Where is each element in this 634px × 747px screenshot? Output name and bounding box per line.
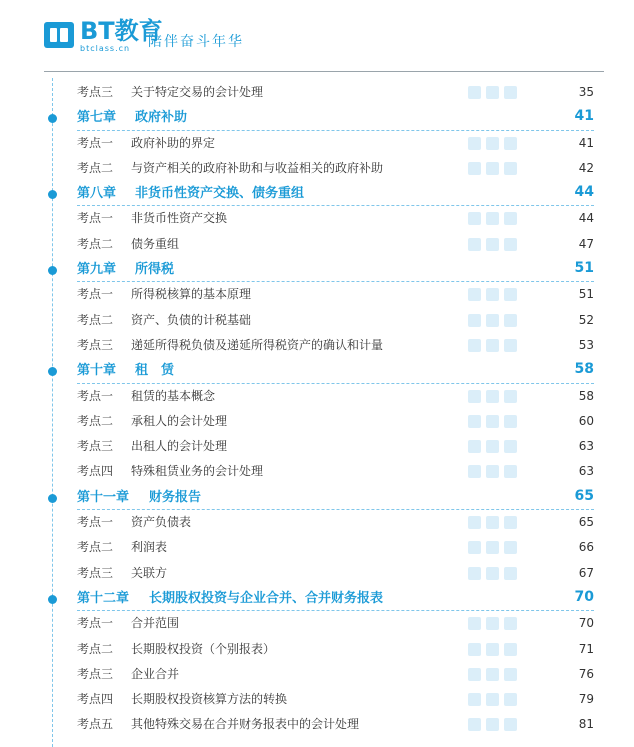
checkbox-square-icon[interactable] [504,288,517,301]
item-number: 考点三 [77,565,114,580]
toc-chapter-row[interactable] [0,257,634,282]
item-title: 债务重组 [131,236,180,251]
item-number: 考点四 [77,464,114,479]
chapter-title: 租 赁 [135,363,175,379]
page-number: 79 [578,692,594,707]
item-number: 考点一 [77,211,114,226]
item-number: 考点二 [77,312,114,327]
checkbox-square-icon[interactable] [468,314,481,327]
page-number: 58 [574,361,594,378]
page-number: 44 [578,211,594,226]
checkbox-square-icon[interactable] [504,86,517,99]
toc-item-row[interactable] [0,384,634,409]
progress-boxes [468,288,520,301]
chapter-title: 财务报告 [149,489,202,505]
checkbox-square-icon[interactable] [486,137,499,150]
checkbox-square-icon[interactable] [486,541,499,554]
checkbox-square-icon[interactable] [486,643,499,656]
item-number: 考点三 [77,666,114,681]
page-number: 63 [578,439,594,454]
checkbox-square-icon[interactable] [504,137,517,150]
page-number: 53 [578,337,594,352]
toc-chapter-row[interactable] [0,485,634,510]
checkbox-square-icon[interactable] [468,212,481,225]
chapter-number: 第十一章 [77,489,130,505]
toc-item-row[interactable] [0,232,634,257]
toc-item-row[interactable] [0,535,634,560]
timeline-dot-icon [48,114,57,123]
progress-boxes [468,415,520,428]
checkbox-square-icon[interactable] [486,567,499,580]
toc-item-row[interactable] [0,282,634,307]
page-number: 60 [578,413,594,428]
timeline-dot-icon [48,367,57,376]
progress-boxes [468,668,520,681]
progress-boxes [468,465,520,478]
item-title: 长期股权投资核算方法的转换 [131,692,288,707]
checkbox-square-icon[interactable] [504,617,517,630]
checkbox-square-icon[interactable] [468,668,481,681]
toc-item-row[interactable] [0,333,634,358]
item-number: 考点三 [77,439,114,454]
page-number: 71 [578,641,594,656]
chapter-title: 长期股权投资与企业合并、合并财务报表 [149,590,384,606]
page-number: 70 [578,616,594,631]
checkbox-square-icon[interactable] [504,415,517,428]
toc-item-row[interactable] [0,662,634,687]
logo-text: BT教育 [80,17,163,45]
page-number: 65 [578,515,594,530]
chapter-title: 非货币性资产交换、债务重组 [135,186,305,202]
chapter-title: 所得税 [135,262,175,278]
checkbox-square-icon[interactable] [486,693,499,706]
item-title: 利润表 [131,540,168,555]
item-number: 考点三 [77,337,114,352]
page-number: 41 [574,108,594,125]
checkbox-square-icon[interactable] [504,567,517,580]
progress-boxes [468,541,520,554]
checkbox-square-icon[interactable] [486,668,499,681]
toc-item-row[interactable] [0,156,634,181]
item-title: 资产负债表 [131,515,192,530]
page-number: 52 [578,312,594,327]
page-number: 47 [578,236,594,251]
checkbox-square-icon[interactable] [468,162,481,175]
page-number: 81 [578,717,594,732]
progress-boxes [468,212,520,225]
checkbox-square-icon[interactable] [504,541,517,554]
page-number: 35 [578,85,594,99]
item-title: 递延所得税负债及递延所得税资产的确认和计量 [131,337,384,352]
checkbox-square-icon[interactable] [468,440,481,453]
toc-item-row[interactable] [0,80,634,105]
checkbox-square-icon[interactable] [486,617,499,630]
checkbox-square-icon[interactable] [486,162,499,175]
toc-chapter-row[interactable] [0,181,634,206]
page-number: 51 [578,287,594,302]
item-title: 合并范围 [131,616,180,631]
checkbox-square-icon[interactable] [468,643,481,656]
item-title: 与资产相关的政府补助和与收益相关的政府补助 [131,160,384,175]
item-title: 企业合并 [131,666,180,681]
checkbox-square-icon[interactable] [504,162,517,175]
checkbox-square-icon[interactable] [468,137,481,150]
toc-item-row[interactable] [0,510,634,535]
item-number: 考点一 [77,388,114,403]
checkbox-square-icon[interactable] [504,718,517,731]
item-number: 考点二 [77,413,114,428]
progress-boxes [468,86,520,99]
checkbox-square-icon[interactable] [504,314,517,327]
checkbox-square-icon[interactable] [486,339,499,352]
checkbox-square-icon[interactable] [486,212,499,225]
chapter-title: 政府补助 [135,110,188,126]
item-number: 考点一 [77,287,114,302]
checkbox-square-icon[interactable] [486,238,499,251]
page-header [0,0,634,66]
item-title: 资产、负债的计税基础 [131,312,252,327]
page-number: 42 [578,160,594,175]
item-number: 考点一 [77,616,114,631]
checkbox-square-icon[interactable] [468,516,481,529]
checkbox-square-icon[interactable] [468,415,481,428]
page-number: 63 [578,464,594,479]
checkbox-square-icon[interactable] [504,390,517,403]
checkbox-square-icon[interactable] [486,390,499,403]
item-number: 考点二 [77,236,114,251]
toc-item-row[interactable] [0,131,634,156]
progress-boxes [468,339,520,352]
toc-item-row[interactable] [0,206,634,231]
page-number: 41 [578,135,594,150]
progress-boxes [468,516,520,529]
item-title: 非货币性资产交换 [131,211,228,226]
timeline-dot-icon [48,494,57,503]
item-number: 考点三 [77,85,114,99]
item-title: 其他特殊交易在合并财务报表中的会计处理 [131,717,360,732]
item-title: 承租人的会计处理 [131,413,228,428]
checkbox-square-icon[interactable] [486,718,499,731]
item-title: 政府补助的界定 [131,135,216,150]
slogan: 陪伴奋斗年华 [148,34,244,50]
checkbox-square-icon[interactable] [486,516,499,529]
toc-item-row[interactable] [0,409,634,434]
item-title: 关联方 [131,565,168,580]
checkbox-square-icon[interactable] [486,440,499,453]
chapter-number: 第七章 [77,110,117,126]
checkbox-square-icon[interactable] [486,465,499,478]
checkbox-square-icon[interactable] [504,339,517,352]
table-of-contents [0,80,634,738]
checkbox-square-icon[interactable] [504,238,517,251]
checkbox-square-icon[interactable] [468,541,481,554]
checkbox-square-icon[interactable] [468,238,481,251]
progress-boxes [468,643,520,656]
checkbox-square-icon[interactable] [504,516,517,529]
page-number: 44 [574,184,594,201]
item-title: 租赁的基本概念 [131,388,216,403]
timeline-dot-icon [48,266,57,275]
item-number: 考点二 [77,540,114,555]
toc-item-row[interactable] [0,308,634,333]
checkbox-square-icon[interactable] [468,465,481,478]
progress-boxes [468,390,520,403]
progress-boxes [468,440,520,453]
logo-url: btclass.cn [80,44,131,53]
page-number: 66 [578,540,594,555]
checkbox-square-icon[interactable] [468,288,481,301]
item-number: 考点五 [77,717,114,732]
toc-chapter-row[interactable] [0,586,634,611]
item-title: 长期股权投资（个别报表） [131,641,276,656]
progress-boxes [468,238,520,251]
toc-item-row[interactable] [0,687,634,712]
progress-boxes [468,617,520,630]
progress-boxes [468,162,520,175]
item-number: 考点二 [77,160,114,175]
item-title: 出租人的会计处理 [131,439,228,454]
chapter-number: 第十二章 [77,590,130,606]
toc-item-row[interactable] [0,712,634,737]
page-number: 76 [578,666,594,681]
checkbox-square-icon[interactable] [504,668,517,681]
checkbox-square-icon[interactable] [486,314,499,327]
item-number: 考点一 [77,135,114,150]
progress-boxes [468,693,520,706]
checkbox-square-icon[interactable] [468,390,481,403]
item-title: 所得税核算的基本原理 [131,287,252,302]
chapter-number: 第十章 [77,363,117,379]
toc-item-row[interactable] [0,611,634,636]
item-title: 关于特定交易的会计处理 [131,85,264,99]
timeline-dot-icon [48,190,57,199]
checkbox-square-icon[interactable] [468,86,481,99]
page-number: 58 [578,388,594,403]
checkbox-square-icon[interactable] [468,339,481,352]
checkbox-square-icon[interactable] [468,617,481,630]
toc-item-row[interactable] [0,459,634,484]
page-number: 65 [574,487,594,504]
checkbox-square-icon[interactable] [468,567,481,580]
checkbox-square-icon[interactable] [486,86,499,99]
checkbox-square-icon[interactable] [504,693,517,706]
item-number: 考点二 [77,641,114,656]
progress-boxes [468,567,520,580]
checkbox-square-icon[interactable] [468,693,481,706]
progress-boxes [468,314,520,327]
chapter-number: 第八章 [77,186,117,202]
bt-logo-icon [44,22,74,48]
checkbox-square-icon[interactable] [504,440,517,453]
chapter-number: 第九章 [77,262,117,278]
toc-item-row[interactable] [0,637,634,662]
page-number: 67 [578,565,594,580]
item-number: 考点四 [77,692,114,707]
checkbox-square-icon[interactable] [504,212,517,225]
progress-boxes [468,718,520,731]
item-title: 特殊租赁业务的会计处理 [131,464,264,479]
toc-chapter-row[interactable] [0,358,634,383]
progress-boxes [468,137,520,150]
checkbox-square-icon[interactable] [468,718,481,731]
toc-chapter-row[interactable] [0,105,634,130]
checkbox-square-icon[interactable] [486,288,499,301]
timeline-dot-icon [48,595,57,604]
item-number: 考点一 [77,515,114,530]
checkbox-square-icon[interactable] [486,415,499,428]
page-number: 70 [574,588,594,605]
toc-item-row[interactable] [0,434,634,459]
header-divider [44,71,604,72]
page-number: 51 [574,260,594,277]
toc-item-row[interactable] [0,561,634,586]
checkbox-square-icon[interactable] [504,643,517,656]
checkbox-square-icon[interactable] [504,465,517,478]
